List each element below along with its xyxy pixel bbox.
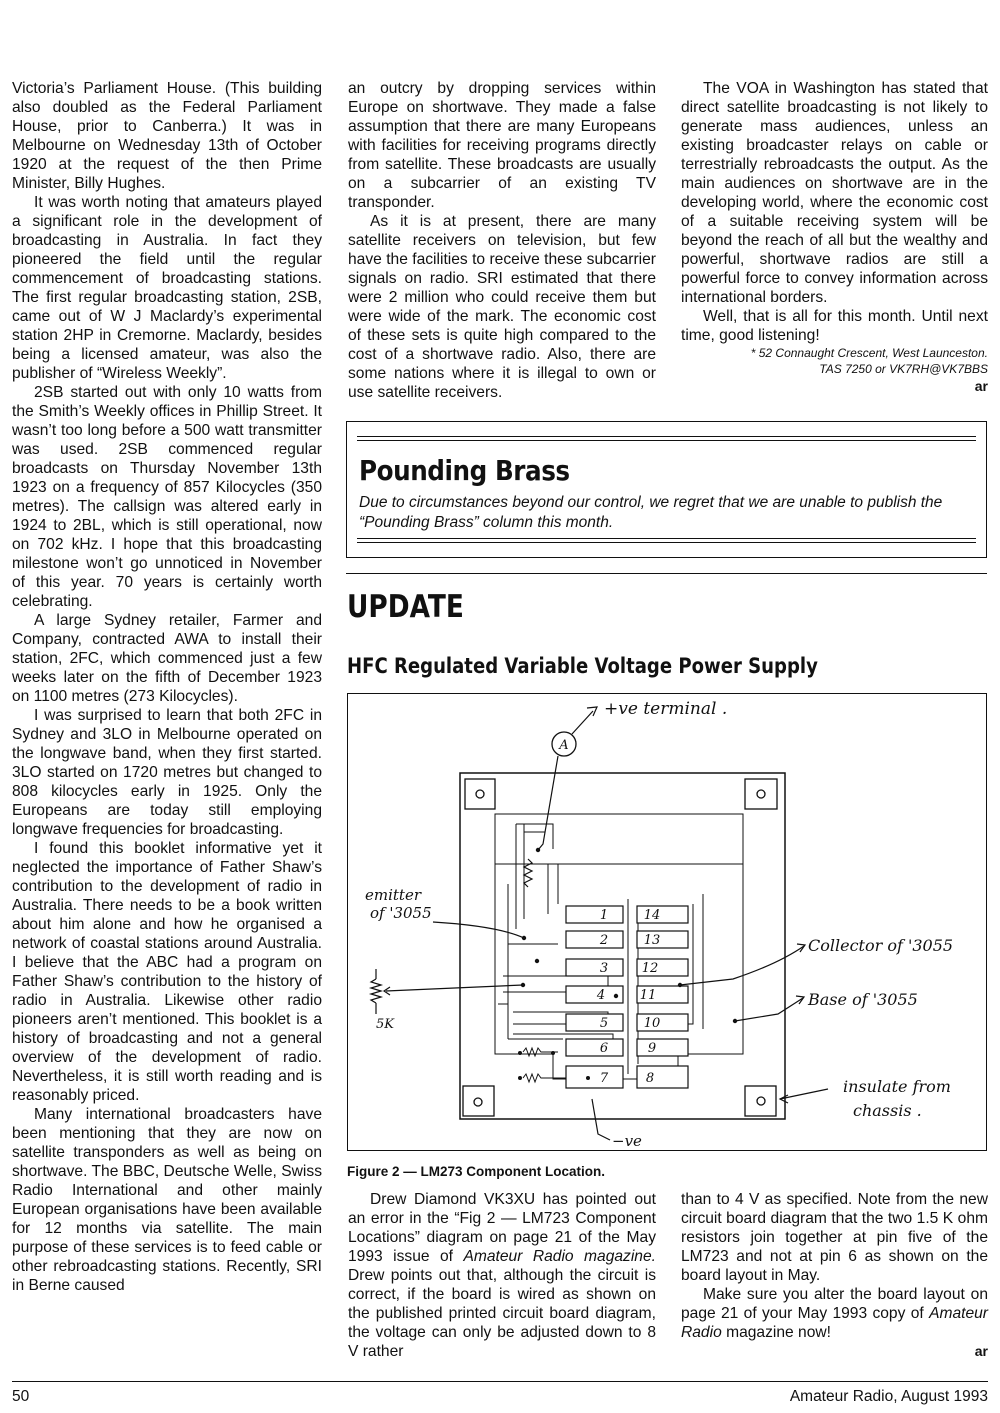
paragraph: an outcry by dropping services within Europe on shortwave. They made a false assumption that there are many Europeans with facilities for receiving programs directly from satellite. These broadcasts are usually on a subcarrier of an existing TV transponder. — [348, 80, 656, 211]
divider — [357, 538, 976, 543]
pin-label: 12 — [641, 961, 659, 976]
author-address: * 52 Connaught Crescent, West Launceston. — [750, 346, 988, 360]
label-emitter-ref: of '3055 — [370, 904, 432, 922]
pin-label: 14 — [643, 908, 661, 923]
paragraph — [681, 1285, 988, 1342]
update-column-2 — [681, 1190, 988, 1361]
pounding-brass-title: Pounding Brass — [359, 454, 570, 487]
label-base: Base of '3055 — [808, 990, 918, 1009]
potentiometer-symbol — [371, 979, 381, 1003]
page-number: 50 — [12, 1388, 30, 1405]
divider — [346, 573, 987, 574]
paragraph: A large Sydney retailer, Farmer and Company, contracted AWA to install their station, 2FC, which commenced just a few weeks later on the fifth of December 1923 on 1100 metres (273 Kilocycles). — [12, 612, 322, 705]
label-chassis: chassis . — [853, 1101, 922, 1120]
label-positive-terminal: +ve terminal . — [604, 699, 728, 719]
pcb-traces — [498, 824, 703, 1074]
ammeter-label: A — [559, 738, 569, 753]
magazine-title: Amateur Radio magazine. — [463, 1248, 656, 1265]
component-location-diagram — [348, 694, 985, 1149]
pin-label: 3 — [599, 961, 609, 976]
pin-label: 11 — [639, 988, 657, 1003]
paragraph-text: Make sure you alter the board layout on page 21 of your May 1993 copy of — [681, 1286, 988, 1322]
label-collector: Collector of '3055 — [808, 936, 954, 955]
update-subheading: HFC Regulated Variable Voltage Power Supply — [347, 654, 818, 678]
paragraph: than to 4 V as specified. Note from the new circuit board diagram that the two 1.5 K ohm resistors join together at pin five of the LM723 and not at pin 6 as shown on the board layout in May. — [681, 1191, 988, 1284]
pounding-brass-notice: Due to circumstances beyond our control, we regret that we are unable to publish the “Pounding Brass” column this month. — [359, 494, 943, 531]
update-column-1 — [348, 1190, 656, 1361]
pin-label: 9 — [647, 1041, 657, 1056]
paragraph: I was surprised to learn that both 2FC in Sydney and 3LO in Melbourne operated on the longwave band, when they first started. 3LO started on 1720 metres but changed to 808 kilocycles early in 1925. Only the Europeans are today still employing longwave frequencies for broadcasting. — [12, 707, 322, 838]
resistor — [524, 859, 532, 887]
article-column-3 — [681, 79, 988, 396]
divider — [357, 436, 976, 441]
pin-label: 8 — [645, 1071, 655, 1086]
article-column-2 — [348, 79, 656, 402]
pin-label: 5 — [599, 1016, 609, 1031]
pin-label: 13 — [643, 933, 661, 948]
pin-label: 2 — [599, 933, 609, 948]
arrow-icon — [780, 1095, 788, 1103]
paragraph: It was worth noting that amateurs played a significant role in the development of broadcasting in Australia. In fact they pioneered the field until the regular commencement of broadcasting stations. The first regular broadcasting station, 2SB, came out of W J Maclardy’s experimental station 2HP in Cremorne. Maclardy, besides being a licensed amateur, was also the publisher of “Wireless Weekly”. — [12, 194, 322, 382]
label-negative: −ve — [612, 1132, 642, 1149]
paragraph-text: Drew Diamond VK3XU has pointed out an error in the “Fig 2 — LM723 Component Locations” diagram on page 21 of the May 1993 issue of — [348, 1191, 656, 1265]
figure-box — [347, 693, 987, 1151]
end-mark: ar — [974, 378, 988, 394]
paragraph: I found this booklet informative yet it neglected the importance of Father Shaw’s contribution to the development of radio in Australia. There needs to be a book written about him alone and how he organised a network of coastal stations around Australia. I believe that the ABC had a program on Father Shaw’s contribution to the history of radio in Australia. Likewise other radio pioneers aren’t mentioned. This booklet is a history of broadcasting and not a general overview of the development of radio. Nevertheless, it is still worth reading and is reasonably priced. — [12, 840, 322, 1104]
paragraph: Many international broadcasters have been mentioning that they are now on satellite transponders as well as being on shortwave. The BBC, Deutsche Welle, Swiss Radio International and other mainly European organisations have been available for 12 months via satellite. The main purpose of these services is to feed cable or other rebroadcasting stations. Recently, SRI in Berne caused — [12, 1106, 322, 1294]
end-mark: ar — [974, 1343, 988, 1359]
label-pot-value: 5K — [376, 1017, 394, 1032]
paragraph-text: Drew points out that, although the circuit is correct, if the board is wired as shown on the published printed circuit board diagram, the voltage can only be adjusted down to 8 V rather — [348, 1267, 656, 1360]
pin-label: 10 — [643, 1016, 661, 1031]
pin-label: 4 — [596, 988, 606, 1003]
magazine-title: Amateur Radio — [681, 1305, 988, 1341]
pounding-brass-box — [346, 421, 987, 558]
paragraph: As it is at present, there are many satellite receivers on television, but few have the facilities to receive these subcarrier signals on radio. SRI estimated that there were 2 million who could receive them but were wide of the mark. The economic cost of these sets is quite high compared to the cost of a shortwave radio. Also, there are some nations where it is illegal to own or use satellite receivers. — [348, 213, 656, 401]
pin-label: 1 — [599, 908, 609, 923]
paragraph: Well, that is all for this month. Until next time, good listening! — [681, 308, 988, 344]
footer-divider — [12, 1381, 988, 1382]
pin-label: 6 — [599, 1041, 609, 1056]
label-emitter: emitter — [365, 886, 422, 904]
paragraph — [348, 1190, 656, 1361]
article-column-1 — [12, 79, 322, 1295]
pin-label: 7 — [599, 1071, 609, 1086]
author-callsign: TAS 7250 or VK7RH@VK7BBS — [819, 362, 988, 376]
label-insulate: insulate from — [843, 1077, 951, 1096]
update-heading: UPDATE — [347, 589, 464, 625]
paragraph: 2SB started out with only 10 watts from the Smith’s Weekly offices in Phillip Street. It wasn’t too long before a 500 watt transmitter was used. 2SB commenced regular broadcasts on Thursday November 13th 1923 on a frequency of 857 Kilocycles (350 metres). The callsign was altered early in 1924 to 2BL, which is still operational, now on 702 kHz. I hope that this broadcasting milestone won’t go unnoticed in November of this year. 70 years is certainly worth celebrating. — [12, 384, 322, 610]
paragraph: The VOA in Washington has stated that direct satellite broadcasting is not likely to generate mass audiences, unless an existing broadcaster relays on cable or terrestrially rebroadcasts the output. As the main audiences on shortwave are in the developing world, where the economic cost of a suitable receiving system will be beyond the reach of all but the wealthy and powerful, shortwave radios are still a powerful force to convey information across international borders. — [681, 80, 988, 306]
journal-issue: Amateur Radio, August 1993 — [789, 1388, 988, 1405]
paragraph: Victoria’s Parliament House. (This building also doubled as the Federal Parliament House, prior to Canberra.) It was in Melbourne on Wednesday 13th of October 1920 at the request of the then Prime Minister, Billy Hughes. — [12, 80, 322, 192]
paragraph-text: magazine now! — [721, 1324, 831, 1341]
figure-caption: Figure 2 — LM273 Component Location. — [347, 1164, 606, 1179]
